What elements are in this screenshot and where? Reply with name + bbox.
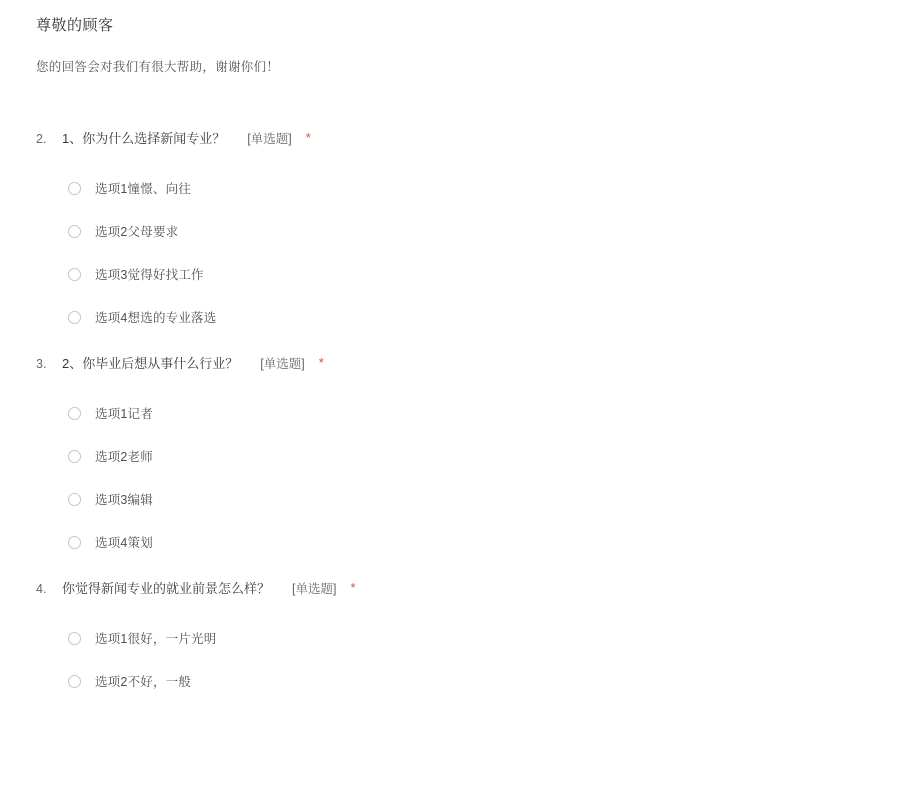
option-label: 选项3编辑 xyxy=(95,493,153,507)
option-row[interactable] xyxy=(68,671,900,691)
question-type-label: [单选题] xyxy=(292,582,337,596)
question-index: 2. xyxy=(36,132,47,146)
question-index: 4. xyxy=(36,582,47,596)
radio-unchecked-icon[interactable] xyxy=(68,225,81,238)
option-label: 选项2老师 xyxy=(95,450,153,464)
required-marker: * xyxy=(350,580,356,595)
option-label: 选项2父母要求 xyxy=(95,225,179,239)
option-row[interactable] xyxy=(68,628,900,648)
option-row[interactable] xyxy=(68,307,900,327)
question-block xyxy=(0,355,900,552)
question-text: 1、你为什么选择新闻专业？ xyxy=(62,131,226,146)
radio-unchecked-icon[interactable] xyxy=(68,268,81,281)
option-row[interactable] xyxy=(68,178,900,198)
survey-description: 您的回答会对我们有很大帮助，谢谢你们！ xyxy=(36,60,280,74)
question-header xyxy=(36,355,900,377)
option-row[interactable] xyxy=(68,221,900,241)
radio-unchecked-icon[interactable] xyxy=(68,675,81,688)
option-label: 选项4想选的专业落选 xyxy=(95,311,217,325)
question-header xyxy=(36,580,900,602)
option-row[interactable] xyxy=(68,532,900,552)
option-label: 选项4策划 xyxy=(95,536,153,550)
option-row[interactable] xyxy=(68,264,900,284)
question-type-label: [单选题] xyxy=(260,357,305,371)
option-label: 选项2不好，一般 xyxy=(95,675,192,689)
required-marker: * xyxy=(305,130,311,145)
question-text: 你觉得新闻专业的就业前景怎么样？ xyxy=(62,581,271,596)
radio-unchecked-icon[interactable] xyxy=(68,407,81,420)
question-header xyxy=(36,130,900,152)
option-list xyxy=(36,403,900,552)
question-list xyxy=(0,130,900,719)
page-title: 尊敬的顾客 xyxy=(36,17,114,34)
required-marker: * xyxy=(318,355,324,370)
question-block xyxy=(0,130,900,327)
question-index: 3. xyxy=(36,357,47,371)
radio-unchecked-icon[interactable] xyxy=(68,182,81,195)
radio-unchecked-icon[interactable] xyxy=(68,450,81,463)
radio-unchecked-icon[interactable] xyxy=(68,536,81,549)
radio-unchecked-icon[interactable] xyxy=(68,493,81,506)
option-list xyxy=(36,628,900,691)
option-row[interactable] xyxy=(68,446,900,466)
radio-unchecked-icon[interactable] xyxy=(68,632,81,645)
option-label: 选项3觉得好找工作 xyxy=(95,268,204,282)
option-list xyxy=(36,178,900,327)
question-block xyxy=(0,580,900,691)
option-row[interactable] xyxy=(68,489,900,509)
question-type-label: [单选题] xyxy=(247,132,292,146)
radio-unchecked-icon[interactable] xyxy=(68,311,81,324)
option-label: 选项1憧憬、向往 xyxy=(95,182,192,196)
option-label: 选项1很好，一片光明 xyxy=(95,632,217,646)
question-text: 2、你毕业后想从事什么行业？ xyxy=(62,356,239,371)
option-row[interactable] xyxy=(68,403,900,423)
option-label: 选项1记者 xyxy=(95,407,153,421)
